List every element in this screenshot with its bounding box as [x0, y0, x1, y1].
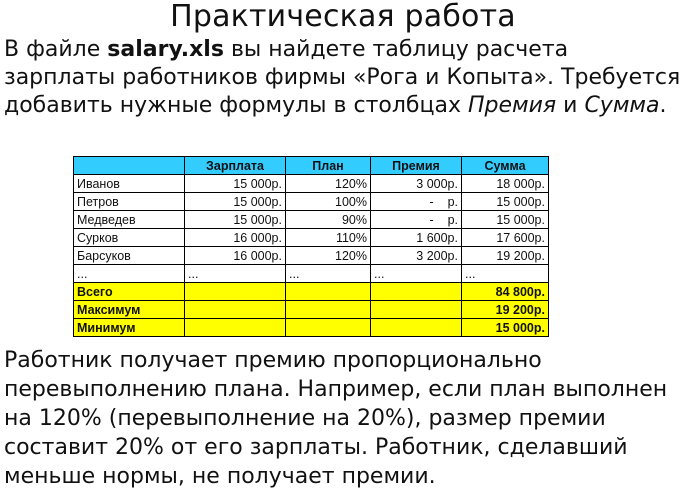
header-cell-total: Сумма [462, 157, 549, 175]
cell-salary: 16 000р. [185, 229, 286, 247]
table-row [74, 247, 549, 265]
summary-cell [371, 319, 462, 337]
table-row [74, 175, 549, 193]
column-name-total: Сумма [584, 93, 660, 118]
summary-row-min [74, 319, 549, 337]
summary-cell [371, 301, 462, 319]
cell-total: 15 000р. [462, 193, 549, 211]
cell-plan: 100% [286, 193, 371, 211]
table-row [74, 211, 549, 229]
summary-cell [185, 319, 286, 337]
salary-table-container [73, 156, 549, 337]
cell-bonus: 3 200р. [371, 247, 462, 265]
cell-name: Иванов [74, 175, 185, 193]
cell-plan: 120% [286, 175, 371, 193]
summary-label: Минимум [74, 319, 185, 337]
intro-text-2: вы найдете таблицу расчета зарплаты работников фирмы «Рога и Копыта». Требуется добавить нужные формулы в столбцах [4, 37, 681, 118]
summary-cell [371, 283, 462, 301]
cell-ellipsis: ... [74, 265, 185, 283]
cell-bonus: - р. [371, 193, 462, 211]
summary-cell [185, 301, 286, 319]
cell-total: 19 200р. [462, 247, 549, 265]
cell-ellipsis: ... [371, 265, 462, 283]
cell-bonus: - р. [371, 211, 462, 229]
table-row [74, 229, 549, 247]
cell-ellipsis: ... [286, 265, 371, 283]
summary-cell [286, 301, 371, 319]
header-cell-bonus: Премия [371, 157, 462, 175]
explanation-paragraph: Работник получает премию пропорционально перевыполнению плана. Например, если план выполнен на 120% (перевыполнение на 20%), размер премии составит 20% от его зарплаты. Работник, сделавший меньше нормы, не получает премии. [4, 348, 668, 489]
cell-plan: 90% [286, 211, 371, 229]
summary-cell [185, 283, 286, 301]
summary-value: 15 000р. [462, 319, 549, 337]
salary-table [73, 156, 549, 337]
cell-bonus: 3 000р. [371, 175, 462, 193]
cell-total: 17 600р. [462, 229, 549, 247]
cell-total: 15 000р. [462, 211, 549, 229]
file-name: salary.xls [107, 37, 224, 62]
cell-name: Петров [74, 193, 185, 211]
cell-plan: 120% [286, 247, 371, 265]
header-cell-name [74, 157, 185, 175]
intro-paragraph [4, 36, 684, 120]
column-name-bonus: Премия [467, 93, 557, 118]
summary-cell [286, 319, 371, 337]
cell-name: Сурков [74, 229, 185, 247]
summary-label: Всего [74, 283, 185, 301]
cell-plan: 110% [286, 229, 371, 247]
cell-ellipsis: ... [462, 265, 549, 283]
cell-salary: 15 000р. [185, 193, 286, 211]
cell-salary: 16 000р. [185, 247, 286, 265]
intro-text-4: . [659, 93, 667, 118]
summary-row-max [74, 301, 549, 319]
header-cell-salary: Зарплата [185, 157, 286, 175]
table-row-ellipsis [74, 265, 549, 283]
intro-text-1: В файле [4, 37, 108, 62]
cell-salary: 15 000р. [185, 175, 286, 193]
cell-salary: 15 000р. [185, 211, 286, 229]
cell-ellipsis: ... [185, 265, 286, 283]
summary-value: 84 800р. [462, 283, 549, 301]
cell-name: Барсуков [74, 247, 185, 265]
table-header-row [74, 157, 549, 175]
summary-label: Максимум [74, 301, 185, 319]
slide-title: Практическая работа [170, 0, 516, 34]
summary-row-total [74, 283, 549, 301]
intro-text-3: и [556, 93, 585, 118]
cell-total: 18 000р. [462, 175, 549, 193]
summary-cell [286, 283, 371, 301]
table-row [74, 193, 549, 211]
cell-name: Медведев [74, 211, 185, 229]
cell-bonus: 1 600р. [371, 229, 462, 247]
header-cell-plan: План [286, 157, 371, 175]
summary-value: 19 200р. [462, 301, 549, 319]
